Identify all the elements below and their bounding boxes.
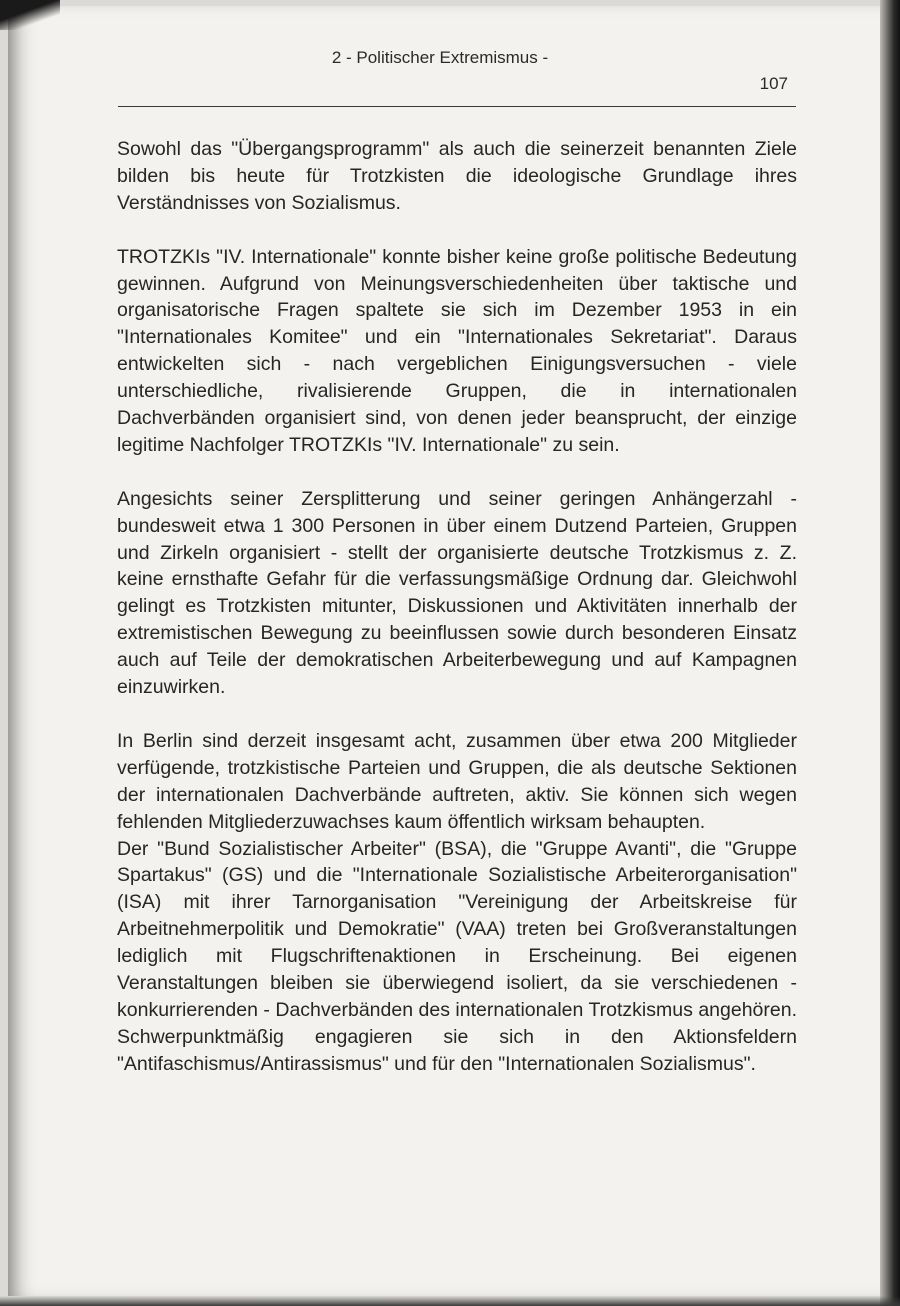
paragraph-1: Sowohl das "Übergangsprogramm" als auch die seinerzeit benannten Ziele bilden bis heute für Trotzkisten die ideologische Grundlage ihres Verständnisses von Sozialismus. xyxy=(117,138,797,214)
scan-shadow-top-left xyxy=(0,0,60,30)
page-number: 107 xyxy=(759,74,788,93)
body-text xyxy=(117,136,797,1078)
header-rule xyxy=(118,106,796,107)
paragraph-3: Angesichts seiner Zersplitterung und seiner geringen Anhängerzahl - bundesweit etwa 1 300 Personen in über einem Dutzend Parteien, Gruppen und Zirkeln organisiert - stellt der organisierte deutsche Trotzkismus z. Z. keine ernsthafte Gefahr für die verfassungsmäßige Ordnung dar. Gleichwohl gelingt es Trotzkisten mitunter, Diskussionen und Aktivitäten innerhalb der extremistischen Bewegung zu beeinflussen sowie durch besonderen Einsatz auch auf Teile der demokratischen Arbeiterbewegung und auf Kampagnen einzuwirken. xyxy=(117,487,797,699)
scan-shadow-bottom xyxy=(0,1296,900,1306)
paragraph-2: TROTZKIs "IV. Internationale" konnte bisher keine große politische Bedeutung gewinnen. Aufgrund von Meinungsverschiedenheiten über taktische und organisatorische Fragen spaltete sie sich im Dezember 1953 in ein "Internationales Komitee" und ein "Internationales Sekretariat". Daraus entwickelten sich - nach vergeblichen Einigungsversuchen - viele unterschiedliche, rivalisierende Gruppen, die in internationalen Dachverbänden organisiert sind, von denen jeder beansprucht, der einzige legitime Nachfolger TROTZKIs "IV. Internationale" zu sein. xyxy=(117,245,797,456)
paragraph-5: Der "Bund Sozialistischer Arbeiter" (BSA), die "Gruppe Avanti", die "Gruppe Spartakus" (GS) und die "Internationale Sozialistische Arbeiterorganisation" (ISA) mit ihrer Tarnorganisation "Vereinigung der Arbeitskreise für Arbeitnehmerpolitik und Demokratie" (VAA) treten bei Großveranstaltungen lediglich mit Flugschriftenaktionen in Erscheinung. Bei eigenen Veranstaltungen bleiben sie überwiegend isoliert, da sie verschiedenen - konkurrierenden - Dachverbänden des internationalen Trotzkismus angehören. Schwerpunktmäßig engagieren sie sich in den Aktionsfeldern "Antifaschismus/Antirassismus" und für den "Internationalen Sozialismus". xyxy=(117,837,797,1075)
running-header: 2 - Politischer Extremismus - xyxy=(331,48,549,67)
scan-shadow-right xyxy=(880,0,900,1306)
paragraph-4: In Berlin sind derzeit insgesamt acht, zusammen über etwa 200 Mitglieder verfügende, trotzkistische Parteien und Gruppen, die als deutsche Sektionen der internationalen Dachverbände auftreten, aktiv. Sie können sich wegen fehlenden Mitgliederzuwachses kaum öffentlich wirksam behaupten. xyxy=(117,729,797,833)
